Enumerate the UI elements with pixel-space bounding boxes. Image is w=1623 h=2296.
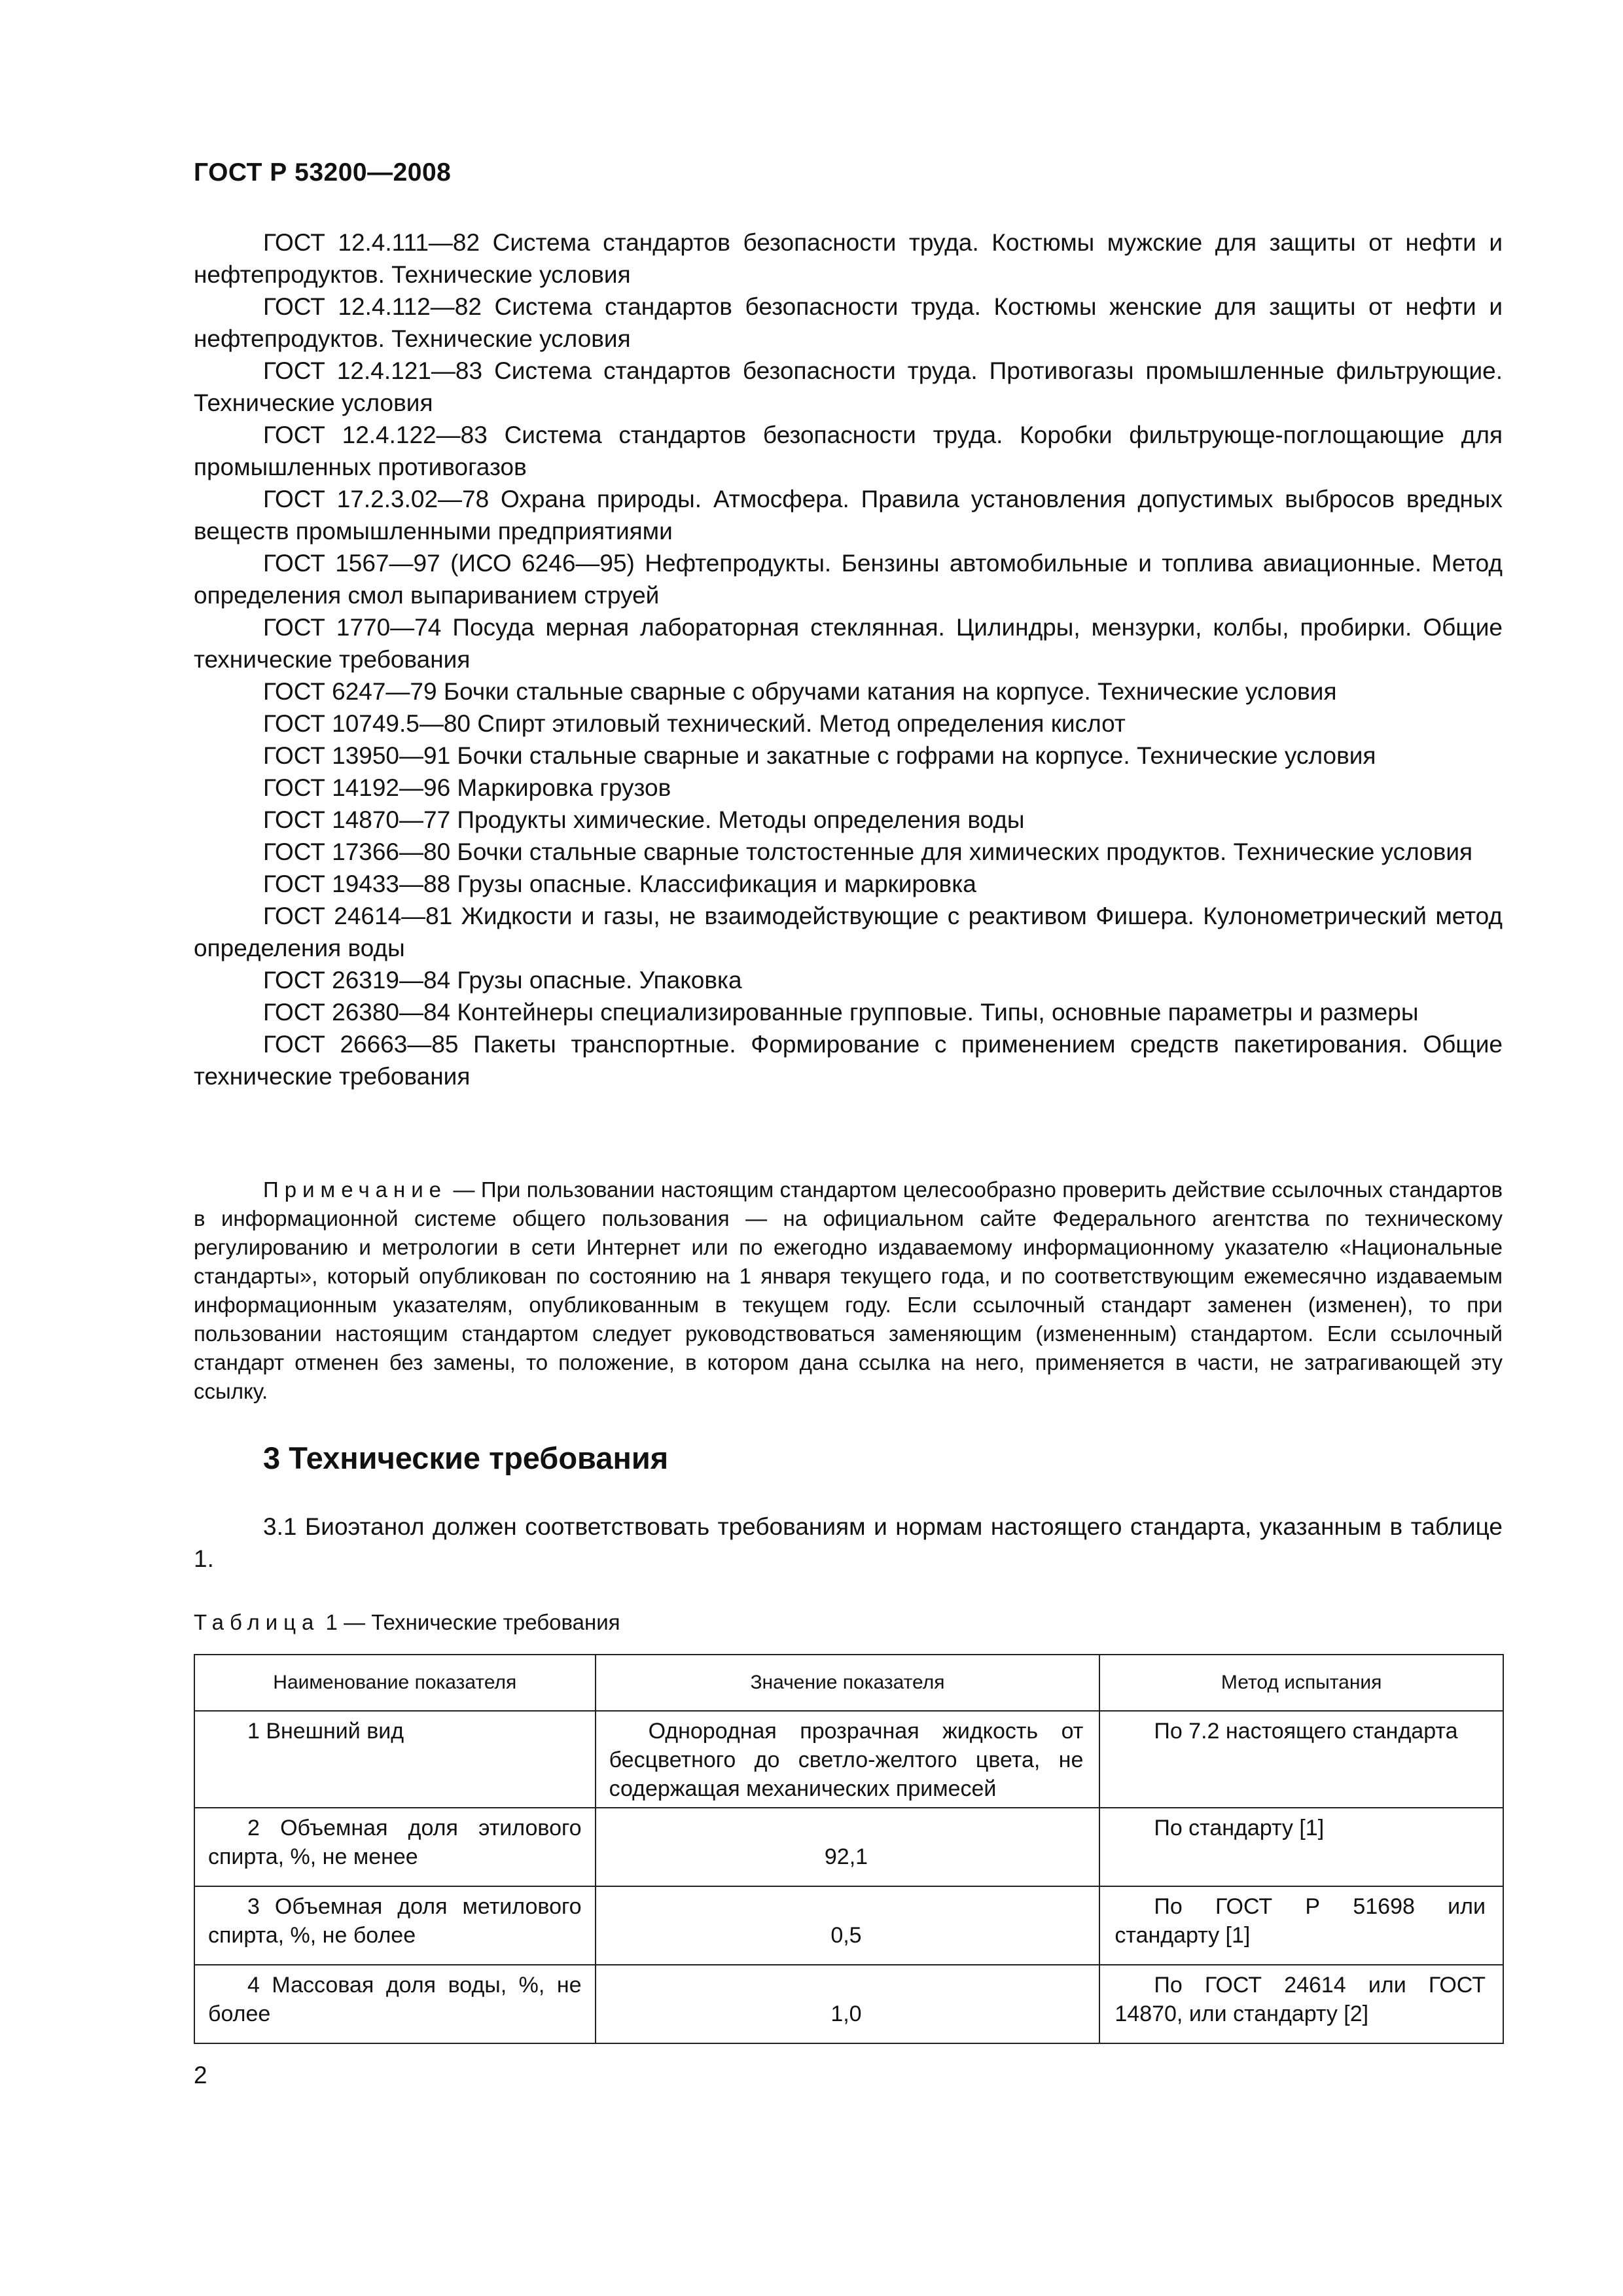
cell-indicator xyxy=(194,1711,596,1808)
table-row xyxy=(194,1886,1503,1965)
cell-value xyxy=(596,1886,1100,1965)
cell-indicator-text: 3 Объемная доля метилового спирта, %, не более xyxy=(208,1894,582,1948)
cell-indicator-text: 2 Объемная доля этилового спирта, %, не менее xyxy=(208,1816,582,1869)
cell-method xyxy=(1099,1808,1503,1886)
note-text: — При пользовании настоящим стандартом целесообразно проверить действие ссылочных стандартов в информационной системе общего пользования — на официальном сайте Федерального агентства по техническому регулированию и метрологии в сети Интернет или по ежегодно издаваемому информационному указателю «Национальные стандарты», который опубликован по состоянию на 1 января текущего года, и по соответствующим ежемесячно издаваемым информационным указателям, опубликованным в текущем году. Если ссылочный стандарт заменен (изменен), то при пользовании настоящим стандартом следует руководствоваться заменяющим (измененным) стандартом. Если ссылочный стандарт отменен без замены, то положение, в котором дана ссылка на него, применяется в части, не затрагивающей эту ссылку. xyxy=(194,1177,1503,1403)
clause-text: 3.1 Биоэтанол должен соответствовать требованиям и нормам настоящего стандарта, указанным в таблице 1. xyxy=(194,1513,1503,1572)
reference-item: ГОСТ 12.4.121—83 Система стандартов безопасности труда. Противогазы промышленные фильтрующие. Технические условия xyxy=(194,357,1503,416)
table-row xyxy=(194,1965,1503,2043)
cell-indicator-text: 1 Внешний вид xyxy=(247,1719,404,1744)
table-row xyxy=(194,1711,1503,1808)
cell-value xyxy=(596,1965,1100,2043)
reference-item: ГОСТ 1770—74 Посуда мерная лабораторная стеклянная. Цилиндры, мензурки, колбы, пробирки. Общие технические требования xyxy=(194,614,1503,673)
reference-item: ГОСТ 1567—97 (ИСО 6246—95) Нефтепродукты. Бензины автомобильные и топлива авиационные. Метод определения смол выпариванием струей xyxy=(194,550,1503,609)
reference-item: ГОСТ 26319—84 Грузы опасные. Упаковка xyxy=(263,967,742,994)
column-header-value: Значение показателя xyxy=(596,1655,1100,1711)
reference-item: ГОСТ 17366—80 Бочки стальные сварные толстостенные для химических продуктов. Технические условия xyxy=(263,838,1473,865)
cell-method xyxy=(1099,1711,1503,1808)
cell-value-text: Однородная прозрачная жидкость от бесцветного до светло-желтого цвета, не содержащая механических примесей xyxy=(609,1719,1084,1801)
cell-value-text: 1,0 xyxy=(830,2001,862,2026)
cell-method-text: По ГОСТ Р 51698 или стандарту [1] xyxy=(1115,1894,1486,1948)
cell-method-text: По 7.2 настоящего стандарта xyxy=(1154,1719,1458,1744)
cell-indicator xyxy=(194,1965,596,2043)
page-number: 2 xyxy=(194,2062,207,2089)
cell-indicator-text: 4 Массовая доля воды, %, не более xyxy=(208,1973,582,2026)
cell-value xyxy=(596,1808,1100,1886)
cell-method xyxy=(1099,1886,1503,1965)
note-paragraph xyxy=(194,1175,1503,1406)
reference-item: ГОСТ 13950—91 Бочки стальные сварные и закатные с гофрами на корпусе. Технические условия xyxy=(263,742,1376,769)
cell-method-text: По ГОСТ 24614 или ГОСТ 14870, или стандарту [2] xyxy=(1115,1973,1486,2026)
cell-method xyxy=(1099,1965,1503,2043)
reference-item: ГОСТ 12.4.122—83 Система стандартов безопасности труда. Коробки фильтрующе-поглощающие для промышленных противогазов xyxy=(194,422,1503,480)
reference-item: ГОСТ 6247—79 Бочки стальные сварные с обручами катания на корпусе. Технические условия xyxy=(263,678,1337,705)
cell-method-text: По стандарту [1] xyxy=(1154,1816,1325,1840)
table-header-row xyxy=(194,1655,1503,1711)
note-label: Примечание xyxy=(263,1177,448,1202)
table-caption-label: Таблица xyxy=(194,1610,320,1634)
document-header: ГОСТ Р 53200—2008 xyxy=(194,158,452,187)
table-row xyxy=(194,1808,1503,1886)
reference-item: ГОСТ 14192—96 Маркировка грузов xyxy=(263,774,671,801)
reference-item: ГОСТ 12.4.112—82 Система стандартов безопасности труда. Костюмы женские для защиты от нефти и нефтепродуктов. Технические условия xyxy=(194,293,1503,352)
cell-value-text: 0,5 xyxy=(830,1923,862,1948)
reference-item: ГОСТ 26380—84 Контейнеры специализированные групповые. Типы, основные параметры и размеры xyxy=(263,999,1419,1026)
table-caption xyxy=(194,1610,620,1635)
reference-item: ГОСТ 10749.5—80 Спирт этиловый технический. Метод определения кислот xyxy=(263,710,1126,737)
note-block xyxy=(194,1175,1503,1406)
cell-indicator xyxy=(194,1886,596,1965)
column-header-method: Метод испытания xyxy=(1099,1655,1503,1711)
section-title: 3 Технические требования xyxy=(263,1441,669,1475)
column-header-indicator: Наименование показателя xyxy=(194,1655,596,1711)
reference-item: ГОСТ 12.4.111—82 Система стандартов безопасности труда. Костюмы мужские для защиты от нефти и нефтепродуктов. Технические условия xyxy=(194,229,1503,288)
cell-value-text: 92,1 xyxy=(824,1844,868,1869)
reference-item: ГОСТ 19433—88 Грузы опасные. Классификация и маркировка xyxy=(263,870,976,897)
reference-item: ГОСТ 17.2.3.02—78 Охрана природы. Атмосфера. Правила установления допустимых выбросов вредных веществ промышленными предприятиями xyxy=(194,486,1503,545)
clause-3-1 xyxy=(194,1511,1503,1575)
requirements-table xyxy=(194,1654,1504,2044)
reference-item: ГОСТ 26663—85 Пакеты транспортные. Формирование с применением средств пакетирования. Общие технические требования xyxy=(194,1031,1503,1090)
normative-references-list xyxy=(194,226,1503,1092)
reference-item: ГОСТ 14870—77 Продукты химические. Методы определения воды xyxy=(263,806,1025,833)
table-caption-title: 1 — Технические требования xyxy=(319,1610,620,1634)
cell-indicator xyxy=(194,1808,596,1886)
cell-value xyxy=(596,1711,1100,1808)
reference-item: ГОСТ 24614—81 Жидкости и газы, не взаимодействующие с реактивом Фишера. Кулонометрический метод определения воды xyxy=(194,903,1503,961)
